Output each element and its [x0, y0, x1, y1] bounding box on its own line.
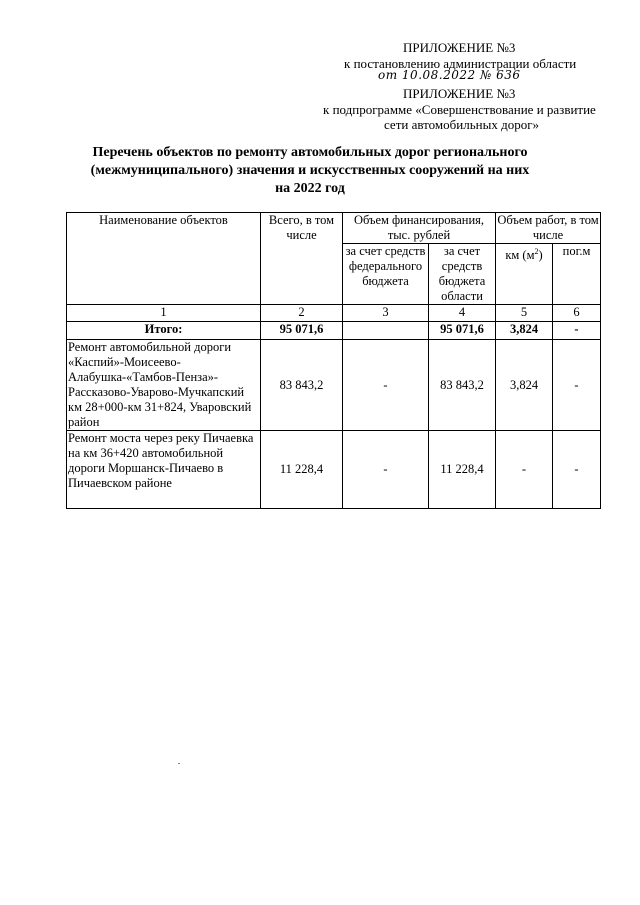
title-line-3: на 2022 год [275, 181, 345, 196]
object-pogm: - [553, 431, 601, 509]
appendix-title-1: ПРИЛОЖЕНИЕ №3 [403, 40, 516, 55]
object-federal: - [343, 431, 429, 509]
table-row [67, 431, 601, 509]
document-title [60, 144, 560, 198]
title-line-2: (межмуниципального) значения и искусственных сооружений на них [90, 163, 530, 178]
object-name: Ремонт автомобильной дороги «Каспий»-Моисеево-Алабушка-«Тамбов-Пенза»-Рассказово-Уварово-Мучкапский км 28+000-км 31+824, Уваровский район [67, 340, 261, 431]
header-total: Всего, в том числе [261, 213, 343, 305]
appendix-reference-1: к постановлению администрации области [344, 56, 577, 71]
appendix-reference-2: к подпрограмме «Совершенствование и развитие [323, 102, 596, 117]
table-row [67, 340, 601, 431]
header-name: Наименование объектов [67, 213, 261, 305]
total-sum: 95 071,6 [261, 322, 343, 340]
object-regional: 83 843,2 [429, 340, 496, 431]
object-total: 11 228,4 [261, 431, 343, 509]
total-label: Итого: [67, 322, 261, 340]
column-number: 3 [343, 305, 429, 322]
header-km: км $(м^2)$ [496, 244, 553, 305]
object-federal: - [343, 340, 429, 431]
column-number: 6 [553, 305, 601, 322]
objects-table [66, 212, 601, 509]
column-number: 5 [496, 305, 553, 322]
title-line-1: Перечень объектов по ремонту автомобильных дорог регионального [92, 145, 528, 160]
total-pogm: - [553, 322, 601, 340]
handwritten-date-number: от 10.08.2022 № 636 [378, 68, 521, 82]
object-pogm: - [553, 340, 601, 431]
object-total: 83 843,2 [261, 340, 343, 431]
object-regional: 11 228,4 [429, 431, 496, 509]
appendix-reference-3: сети автомобильных дорог» [384, 117, 540, 132]
object-km: - [496, 431, 553, 509]
object-km: 3,824 [496, 340, 553, 431]
header-federal: за счет средств федерального бюджета [343, 244, 429, 305]
object-name: Ремонт моста через реку Пичаевка на км 36+420 автомобильной дороги Моршанск-Пичаево в Пичаевском районе [67, 431, 261, 509]
column-number: 1 [67, 305, 261, 322]
scan-speck [178, 763, 180, 764]
total-row [67, 322, 601, 340]
column-number: 2 [261, 305, 343, 322]
appendix-title-2: ПРИЛОЖЕНИЕ №3 [403, 86, 516, 101]
header-works: Объем работ, в том числе [497, 213, 599, 242]
total-regional: 95 071,6 [429, 322, 496, 340]
total-federal [343, 322, 429, 340]
header-pogm: пог.м [553, 244, 601, 305]
column-number: 4 [429, 305, 496, 322]
header-regional: за счет средств бюджета области [429, 244, 496, 305]
total-km: 3,824 [496, 322, 553, 340]
header-financing: Объем финансирования, тыс. рублей [343, 213, 496, 244]
